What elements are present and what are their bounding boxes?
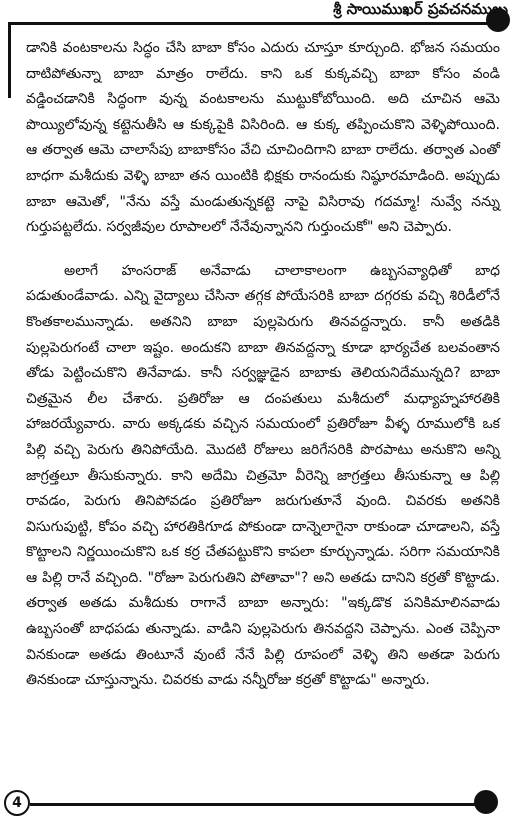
running-header-title: శ్రీ సాయిముఖర్ ప్రవచనములు [333,0,508,18]
page-number: 4 [4,790,30,816]
paragraph-1: డానికి వంటకాలను సిద్ధం చేసి బాబా కోసం ఎదురు చూస్తూ కూర్చుంది. భోజన సమయం దాటిపోతున్నా బాబా మాత్రం రాలేదు. కాని ఒక కుక్కవచ్చి బాబా కోసం వండి వడ్డించడానికి సిద్ధంగా వున్న వంటకాలను ముట్టుకోబోయింది. అది చూచిన ఆమె పొయ్యిలోవున్న కట్టెనుతీసి ఆ కుక్కపైకి విసిరింది. ఆ కుక్క తప్పించుకొని వెళ్ళిపోయింది. ఆ తర్వాత ఆమె చాలాసేపు బాబాకోసం వేచి చూచిందిగాని బాబా రాలేదు. తర్వాత ఎంతో బాధగా మశీదుకు వెళ్ళి బాబా తన యింటికి భిక్షకు రానందుకు నిష్ఠూరమాడింది. అప్పుడు బాబా ఆమెతో, "నేను వస్తే మండుతున్నకట్టె నాపై విసిరావు గదమ్మా! నువ్వే నన్ను గుర్తుపట్టలేదు. సర్వజీవుల రూపాలలో నేనేవున్నానని గుర్తుంచుకో" అని చెప్పారు. [26,40,500,236]
left-margin-rule [8,24,11,98]
body-text [26,36,500,694]
footer-rule [30,803,494,806]
paragraph-2: అలాగే హంసరాజ్ అనేవాడు చాలాకాలంగా ఉబ్బసవ్యాధితో బాధ పడుతుండేవాడు. ఎన్ని వైద్యాలు చేసినా తగ్గక పోయేసరికి బాబా దగ్గరకు వచ్చి శిరిడీలోనే కొంతకాలమున్నాడు. అతనిని బాబా పుల్లపెరుగు తినవద్దన్నారు. కానీ అతడికి పుల్లపెరుగంటే చాలా ఇష్టం. అందుకని బాబా తినవద్దన్నా కూడా భార్యచేత బలవంతాన తోడు పెట్టించుకొని తినేవాడు. కానీ సర్వజ్ఞుడైన బాబాకు తెలియనిదేమున్నది? బాబా చిత్రమైన లీల చేశారు. ప్రతిరోజు ఆ దంపతులు మశీదులో మధ్యాహ్నహారతికి హాజరయ్యేవారు. వారు అక్కడకు వచ్చిన సమయంలో ప్రతిరోజూ వీళ్ళ రూములోకి ఒక పిల్లి వచ్చి పెరుగు తినిపోయేది. మొదటి రోజులు జరిగేసరికి పొరపాటు అనుకొని అన్ని జాగ్రత్తలూ తీసుకున్నారు. కాని అదేమి చిత్రమో వీరెన్ని జాగ్రత్తలు తీసుకున్నా ఆ పిల్లి రావడం, పెరుగు తినిపోవడం ప్రతిరోజూ జరుగుతూనే వుంది. చివరకు అతనికి విసుగుపుట్టి, కోపం వచ్చి హారతికిగూడ పోకుండా దాన్నెలాగైనా రాకుండా చూడాలని, వస్తే కొట్టాలని నిర్ణయించుకొని ఒక కర్ర చేతపట్టుకొని కాపలా కూర్చున్నాడు. సరిగా సమయానికి ఆ పిల్లి రానే వచ్చింది. "రోజూ పెరుగుతిని పోతావా"? అని అతడు దానిని కర్రతో కొట్టాడు. తర్వాత అతడు మశీదుకు రాగానే బాబా అన్నారు: "ఇక్కడొక పనికిమాలినవాడు ఉబ్బసంతో బాధపడు తున్నాడు. వాడిని పుల్లపెరుగు తినవద్దని చెప్పాను. ఎంత చెప్పినా వినకుండా అతడు తింటూనే వుంటే నేనే పిల్లి రూపంలో వెళ్ళి తిని అతడా పెరుగు తినకుండా చూస్తున్నాను. చివరకు వాడు నన్నీరోజు కర్రతో కొట్టాడు" అన్నారు. [26,262,500,689]
footer-rule-dot [474,790,498,814]
header-rule [8,22,496,25]
